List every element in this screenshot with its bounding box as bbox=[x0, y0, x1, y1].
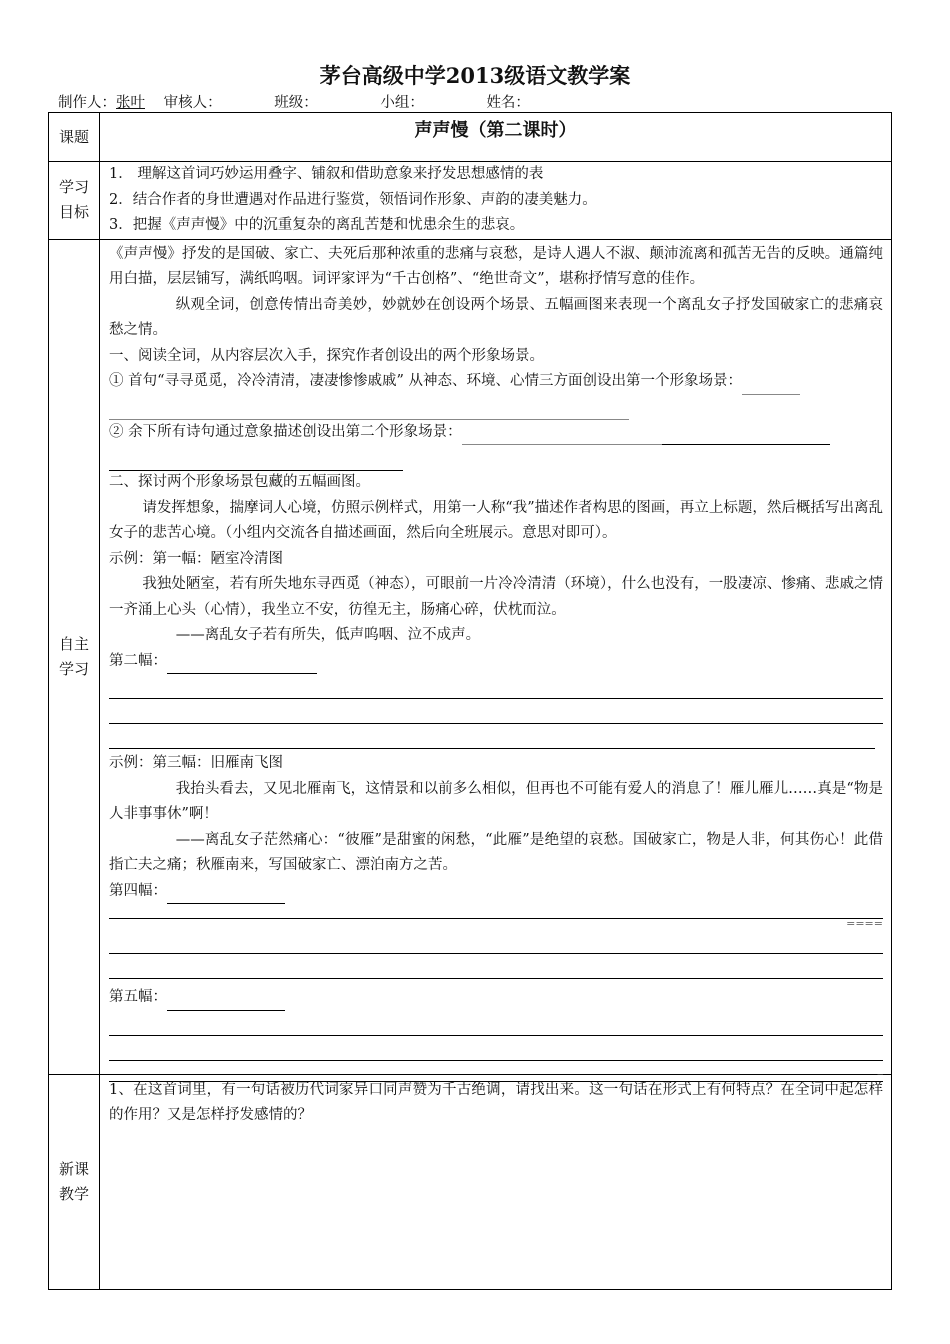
name-label: 姓名： bbox=[486, 95, 530, 111]
question-2-text: ② 余下所有诗句通过意象描述创设出第二个形象场景： bbox=[109, 423, 462, 440]
new-lesson-cell bbox=[100, 1074, 892, 1289]
writing-line[interactable] bbox=[109, 954, 883, 979]
goal-item: 1． 理解这首词巧妙运用叠字、铺叙和借助意象来抒发思想感情的表 bbox=[109, 166, 544, 182]
reviewer-label: 审核人： bbox=[163, 95, 222, 111]
self-study-cell bbox=[100, 239, 892, 1074]
topic-row bbox=[49, 113, 892, 162]
title-blank[interactable] bbox=[167, 657, 317, 674]
meta-line bbox=[58, 91, 530, 112]
writing-line[interactable] bbox=[109, 1036, 883, 1061]
goal-item: 2．结合作者的身世遭遇对作品进行鉴赏，领悟词作形象、声韵的凄美魅力。 bbox=[109, 191, 597, 208]
goals-cell bbox=[100, 162, 892, 240]
picture-5-line bbox=[109, 985, 883, 1011]
part2-heading: 二、探讨两个形象场景包藏的五幅画图。 bbox=[109, 474, 370, 490]
lesson-title: 声声慢（第二课时） bbox=[414, 120, 577, 141]
mark-text: _ bbox=[877, 1061, 883, 1075]
example-3-body: 我抬头看去，又见北雁南飞，这情景和以前多么相似，但再也不可能有爱人的消息了！雁儿雁儿……真是“物是人非事事休”啊！ bbox=[109, 780, 883, 822]
self-study-row bbox=[49, 239, 892, 1074]
lesson-table bbox=[48, 112, 892, 1290]
answer-blank[interactable] bbox=[662, 428, 830, 445]
title-blank[interactable] bbox=[167, 887, 285, 904]
picture-4-line bbox=[109, 879, 883, 905]
writing-line[interactable] bbox=[109, 699, 883, 724]
goals-label: 学习目标 bbox=[49, 162, 100, 240]
picture-5-label: 第五幅： bbox=[109, 989, 167, 1005]
picture-4-label: 第四幅： bbox=[109, 882, 167, 899]
writing-line[interactable] bbox=[109, 724, 875, 749]
goals-row bbox=[49, 162, 892, 240]
writing-line[interactable] bbox=[109, 674, 883, 699]
picture-2-label: 第二幅： bbox=[109, 652, 167, 669]
topic-cell bbox=[100, 113, 892, 162]
group-label: 小组： bbox=[380, 95, 424, 111]
maker-name: 张叶 bbox=[116, 95, 145, 111]
mark-text: ==== bbox=[846, 917, 883, 930]
writing-line[interactable] bbox=[109, 929, 883, 954]
example-1-body: 我独处陋室，若有所失地东寻西觅（神态），可眼前一片冷冷清清（环境），什么也没有，一股凄凉、惨痛、悲戚之情一齐涌上心头（心情），我坐立不安，彷徨无主，肠痛心碎，伏枕而泣。 bbox=[109, 576, 883, 618]
new-lesson-label: 新课教学 bbox=[49, 1074, 100, 1289]
new-lesson-row bbox=[49, 1074, 892, 1289]
answer-blank[interactable] bbox=[462, 428, 662, 445]
question-1-text: ① 首句“寻寻觅觅，冷冷清清，凄凄惨惨戚戚” 从神态、环境、心情三方面创设出第一个形象场景： bbox=[109, 373, 743, 389]
title-blank[interactable] bbox=[167, 994, 285, 1011]
overview-paragraph: 纵观全词，创意传情出奇美妙，妙就妙在创设两个场景、五幅画图来表现一个离乱女子抒发国破家亡的悲痛哀愁之情。 bbox=[109, 296, 883, 338]
question-2 bbox=[109, 420, 883, 446]
goal-item: 3．把握《声声慢》中的沉重复杂的离乱苦楚和忧患余生的悲哀。 bbox=[109, 217, 525, 233]
instruction-paragraph: 请发挥想象，揣摩词人心境，仿照示例样式，用第一人称“我”描述作者构思的图画，再立上标题，然后概括写出离乱女子的悲苦心境。（小组内交流各自描述画面，然后向全班展示。意思对即可）。 bbox=[109, 499, 883, 541]
question-1 bbox=[109, 369, 883, 395]
writing-line[interactable] bbox=[109, 904, 883, 919]
intro-paragraph: 《声声慢》抒发的是国破、家亡、夫死后那种浓重的悲痛与哀愁，是诗人遇人不淑、颠沛流离和孤苦无告的反映。通篇纯用白描，层层铺写，满纸呜咽。词评家评为“千古创格”、“绝世奇文”，堪称抒情写意的佳作。 bbox=[109, 245, 883, 287]
new-lesson-question-1: 1、在这首词里，有一句话被历代词家异口同声赞为千古绝调，请找出来。这一句话在形式上有何特点？在全词中起怎样的作用？又是怎样抒发感情的？ bbox=[109, 1081, 883, 1123]
picture-2-line bbox=[109, 649, 883, 675]
example-3-title: 示例：第三幅：旧雁南飞图 bbox=[109, 755, 283, 771]
example-3-summary: ——离乱女子茫然痛心：“彼雁”是甜蜜的闲愁，“此雁”是绝望的哀愁。国破家亡，物是人非，何其伤心！此借指亡夫之痛；秋雁南来，写国破家亡、漂泊南方之苦。 bbox=[109, 831, 883, 873]
example-1-summary: ——离乱女子若有所失，低声呜咽、泣不成声。 bbox=[175, 627, 481, 643]
example-1-title: 示例：第一幅：陋室冷清图 bbox=[109, 550, 283, 567]
topic-label: 课题 bbox=[49, 113, 100, 162]
document-title: 茅台高级中学2013级语文教学案 bbox=[319, 63, 631, 88]
answer-blank[interactable] bbox=[109, 403, 629, 420]
answer-blank[interactable] bbox=[109, 454, 403, 471]
self-study-label: 自主学习 bbox=[49, 239, 100, 1074]
maker-label: 制作人： bbox=[58, 95, 116, 111]
class-label: 班级： bbox=[274, 95, 318, 111]
answer-blank[interactable] bbox=[742, 378, 800, 395]
part1-heading: 一、阅读全词，从内容层次入手，探究作者创设出的两个形象场景。 bbox=[109, 347, 544, 364]
writing-line[interactable] bbox=[109, 1011, 883, 1036]
